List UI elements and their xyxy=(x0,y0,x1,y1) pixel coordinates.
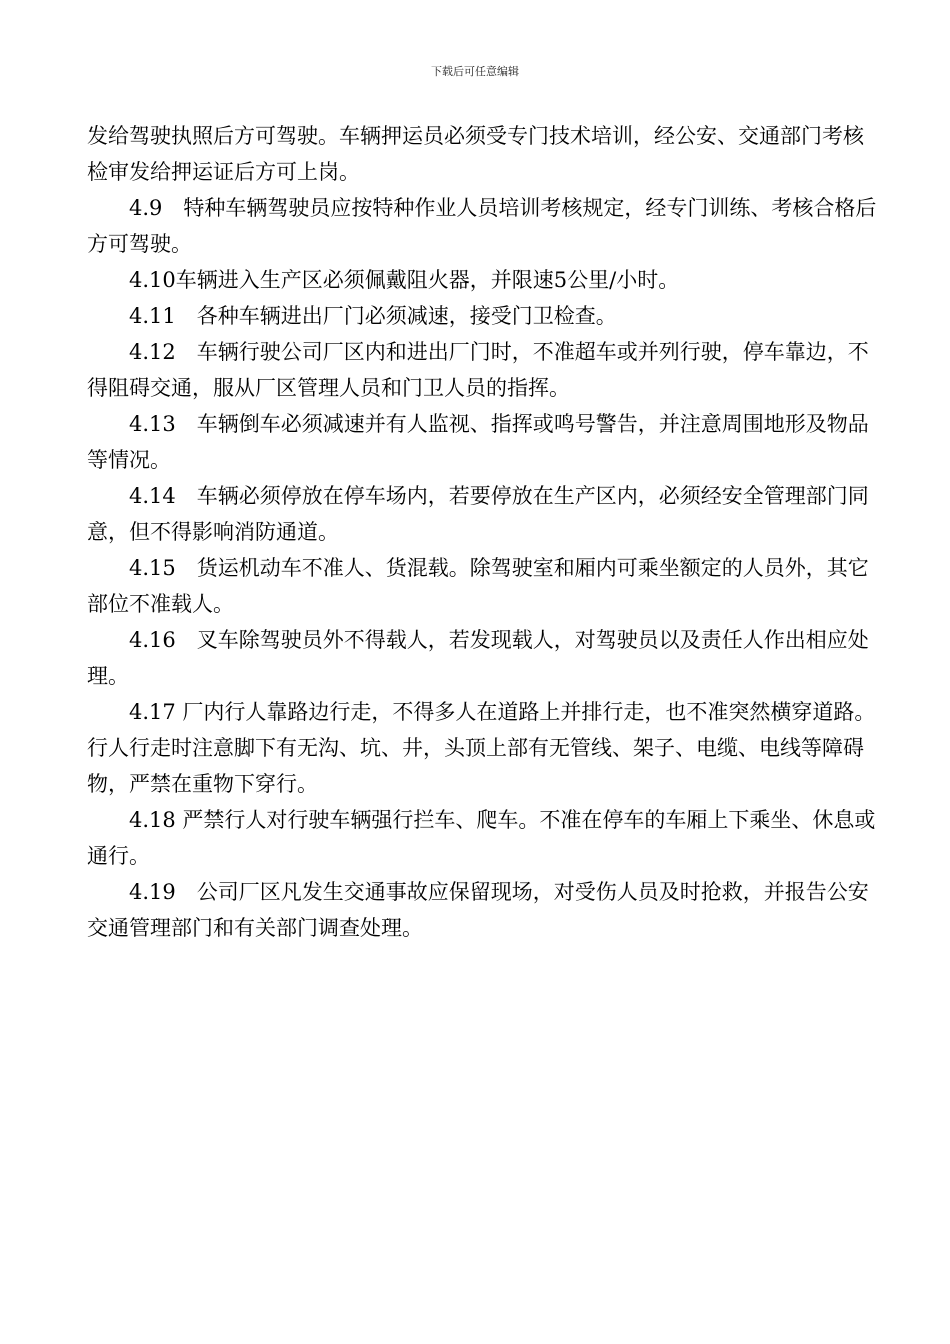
paragraph-4-15: 4.15 货运机动车不准人、货混载。除驾驶室和厢内可乘坐额定的人员外，其它部位不准载人。 xyxy=(87,556,869,616)
paragraph-4-11: 4.11 各种车辆进出厂门必须减速，接受门卫检查。 xyxy=(129,304,617,328)
paragraph-4-18: 4.18 严禁行人对行驶车辆强行拦车、爬车。不准在停车的车厢上下乘坐、休息或通行。 xyxy=(87,808,876,868)
document-body xyxy=(87,118,877,946)
paragraph-4-19: 4.19 公司厂区凡发生交通事故应保留现场，对受伤人员及时抢救，并报告公安交通管理部门和有关部门调查处理。 xyxy=(87,880,869,940)
paragraph-4-14: 4.14 车辆必须停放在停车场内，若要停放在生产区内，必须经安全管理部门同意，但不得影响消防通道。 xyxy=(87,484,869,544)
paragraph-4-13: 4.13 车辆倒车必须减速并有人监视、指挥或鸣号警告，并注意周围地形及物品等情况。 xyxy=(87,412,869,472)
paragraph-continuation: 发给驾驶执照后方可驾驶。车辆押运员必须受专门技术培训，经公安、交通部门考核检审发给押运证后方可上岗。 xyxy=(87,124,864,184)
paragraph-4-9: 4.9 特种车辆驾驶员应按特种作业人员培训考核规定，经专门训练、考核合格后方可驾驶。 xyxy=(87,196,877,256)
page-header-note: 下载后可任意编辑 xyxy=(431,65,519,78)
paragraph-4-10: 4.10车辆进入生产区必须佩戴阻火器，并限速5公里/小时。 xyxy=(129,268,680,292)
paragraph-4-12: 4.12 车辆行驶公司厂区内和进出厂门时，不准超车或并列行驶，停车靠边，不得阻碍交通，服从厂区管理人员和门卫人员的指挥。 xyxy=(87,340,869,400)
paragraph-4-16: 4.16 叉车除驾驶员外不得载人，若发现载人，对驾驶员以及责任人作出相应处理。 xyxy=(87,628,869,688)
paragraph-4-17: 4.17 厂内行人靠路边行走，不得多人在道路上并排行走，也不准突然横穿道路。行人行走时注意脚下有无沟、坑、井，头顶上部有无管线、架子、电缆、电线等障碍物，严禁在重物下穿行。 xyxy=(87,700,876,796)
